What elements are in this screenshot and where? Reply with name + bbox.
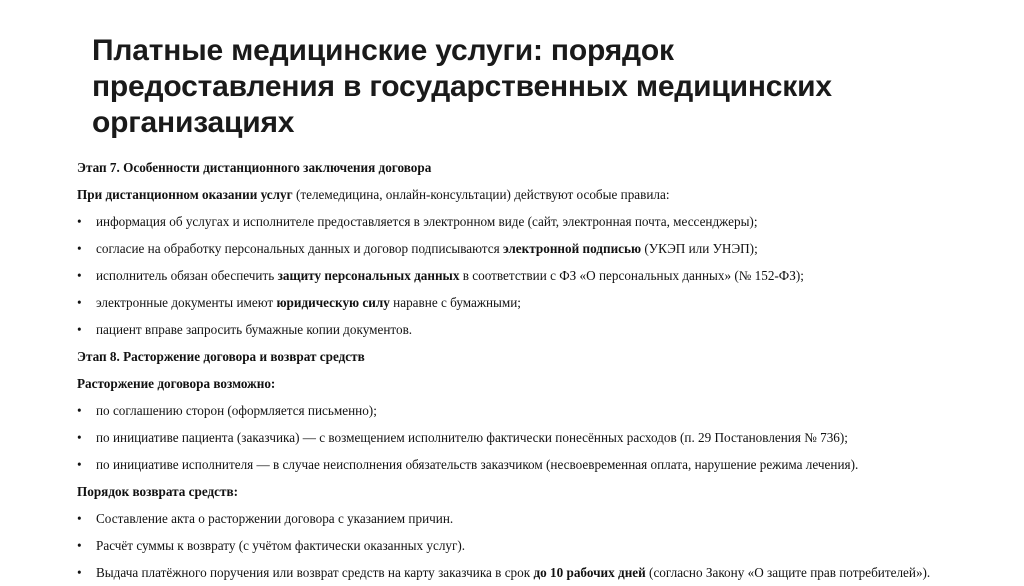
list-item	[77, 397, 1024, 424]
list-item	[77, 505, 1024, 532]
list-item-text: Выдача платёжного поручения или возврат средств на карту заказчика в срок	[96, 565, 534, 580]
title-line-1: Платные медицинские услуги: порядок	[92, 34, 674, 67]
list-item	[77, 262, 1024, 289]
list-item	[77, 289, 1024, 316]
list-item-text: Расчёт суммы к возврату (с учётом фактически оказанных услуг).	[96, 538, 466, 553]
list-item-text: согласие на обработку персональных данных и договор подписываются	[96, 241, 503, 256]
list-item-bold: до 10 рабочих дней	[533, 565, 646, 580]
slide-title	[92, 33, 992, 141]
refund-subheading: Порядок возврата средств:	[77, 484, 239, 499]
list-item-text: по инициативе исполнителя — в случае неисполнения обязательств заказчиком (несвоевременная оплата, нарушение режима лечения).	[96, 457, 859, 472]
title-line-3: организациях	[92, 106, 295, 139]
list-item-text: наравне с бумажными;	[389, 295, 521, 310]
list-item-text: пациент вправе запросить бумажные копии документов.	[96, 322, 413, 337]
termination-subheading: Расторжение договора возможно:	[77, 376, 276, 391]
list-item-text: по соглашению сторон (оформляется письменно);	[96, 403, 377, 418]
stage7-intro	[77, 181, 1024, 208]
list-item	[77, 559, 1024, 586]
list-item-text: Составление акта о расторжении договора с указанием причин.	[96, 511, 454, 526]
list-item-text: исполнитель обязан обеспечить	[96, 268, 278, 283]
list-item-text: информация об услугах и исполнителе предоставляется в электронном виде (сайт, электронная почта, мессенджеры);	[96, 214, 758, 229]
list-item-bold: юридическую силу	[276, 295, 390, 310]
list-item	[77, 451, 1024, 478]
list-item-bold: защиту персональных данных	[277, 268, 460, 283]
list-item	[77, 208, 1024, 235]
list-item-text: электронные документы имеют	[96, 295, 277, 310]
stage7-intro-bold: При дистанционном оказании услуг	[77, 187, 293, 202]
list-item-text: в соответствии с ФЗ «О персональных данных» (№ 152-ФЗ);	[459, 268, 804, 283]
stage7-heading: Этап 7. Особенности дистанционного заключения договора	[77, 160, 432, 175]
list-item	[77, 424, 1024, 451]
list-item-text: (УКЭП или УНЭП);	[641, 241, 758, 256]
list-item-text: по инициативе пациента (заказчика) — с возмещением исполнителю фактически понесённых расходов (п. 29 Постановления № 736);	[96, 430, 848, 445]
list-item	[77, 316, 1024, 343]
slide-content	[77, 154, 1024, 586]
stage7-intro-rest: (телемедицина, онлайн-консультации) действуют особые правила:	[292, 187, 670, 202]
stage8-heading: Этап 8. Расторжение договора и возврат средств	[77, 349, 365, 364]
list-item-text: (согласно Закону «О защите прав потребителей»).	[645, 565, 931, 580]
list-item	[77, 532, 1024, 559]
title-line-2: предоставления в государственных медицинских	[92, 70, 832, 103]
list-item-bold: электронной подписью	[502, 241, 642, 256]
list-item	[77, 235, 1024, 262]
